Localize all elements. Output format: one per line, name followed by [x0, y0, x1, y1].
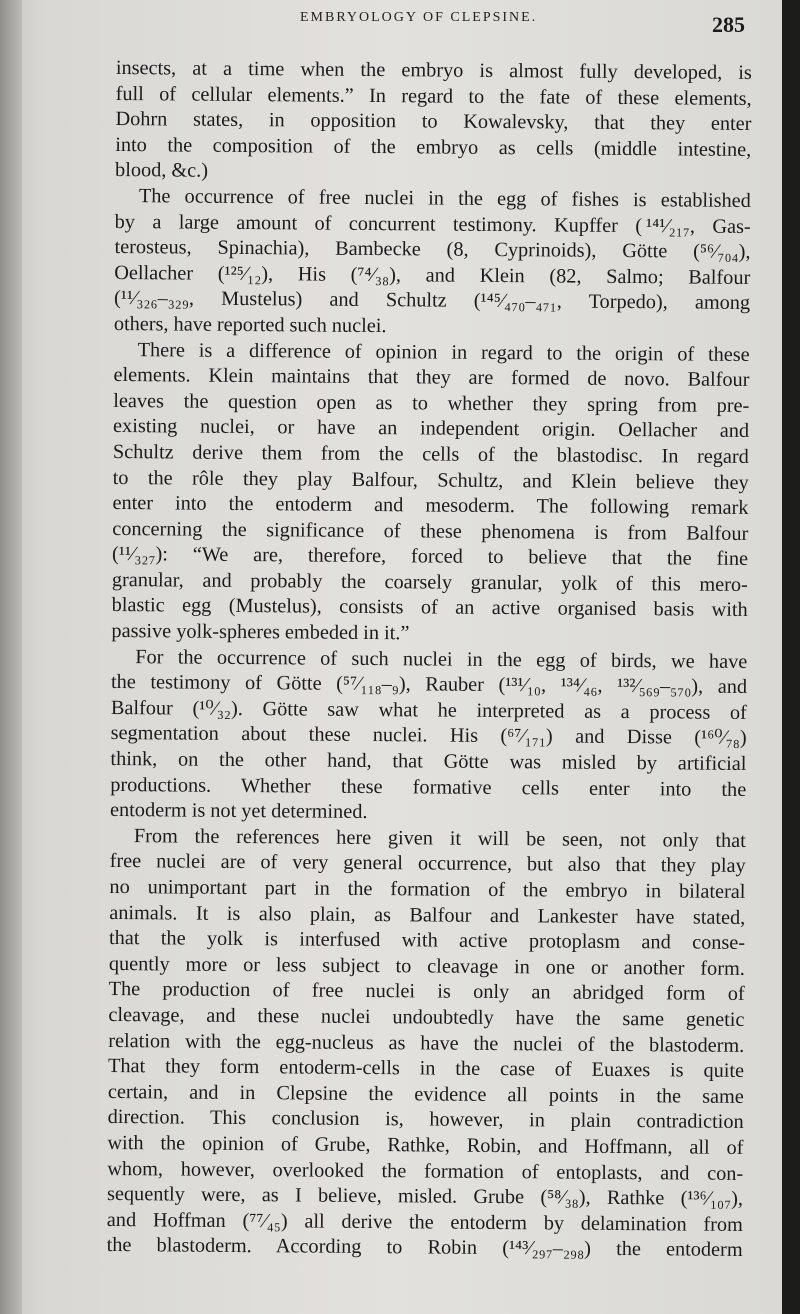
text-line: blastic egg (Mustelus), consists of an active organised basis with [111, 594, 748, 622]
text-line: leaves the question open as to whether they spring from pre- [113, 389, 750, 417]
binding-gutter [0, 0, 22, 1314]
text-line: From the references here given it will be seen, not only that [133, 824, 746, 852]
text-line: free nuclei are of very general occurrence, but also that they play [109, 850, 746, 878]
text-line: concerning the significance of these phenomena is from Balfour [112, 517, 749, 545]
text-line: no unimportant part in the formation of the embryo in bilateral [109, 875, 746, 903]
text-line: Schultz derive them from the cells of the blastodisc. In regard [112, 440, 749, 468]
text-line: That they form entoderm-cells in the case of Euaxes is quite [107, 1055, 745, 1083]
text-line: There is a difference of opinion in regard to the origin of these [137, 338, 750, 366]
text-line: to the rôle they play Balfour, Schultz, and Klein believe they [112, 466, 749, 494]
text-line: full of cellular elements.” In regard to the fate of these elements, [115, 82, 752, 110]
body-text [107, 56, 752, 1264]
text-line: enter into the entoderm and mesoderm. The following remark [112, 492, 749, 520]
text-line: segmentation about these nuclei. His (⁶⁷⁄₁₇₁) and Disse (¹⁶⁰⁄₇₈) [110, 722, 747, 750]
text-line: into the composition of the embryo as cells (middle intestine, [115, 133, 752, 161]
text-line: with the opinion of Grube, Rathke, Robin, and Hoffmann, all of [107, 1131, 744, 1159]
text-line: (¹¹⁄₃₂₇): “We are, therefore, forced to believe that the fine [112, 543, 749, 571]
running-head: EMBRYOLOGY OF CLEPSINE. [300, 10, 538, 25]
page-number: 285 [712, 12, 745, 37]
text-line: relation with the egg-nucleus as have the nuclei of the blastoderm. [108, 1029, 745, 1057]
text-line: the testimony of Götte (⁵⁷⁄₁₁₈–₉), Rauber (¹³¹⁄₁₀, ¹³⁴⁄₄₆, ¹³²⁄₅₆₉–₅₇₀), and [110, 671, 748, 699]
text-line: elements. Klein maintains that they are formed de novo. Balfour [113, 364, 750, 392]
text-line: cleavage, and these nuclei undoubtedly have the same genetic [108, 1003, 745, 1031]
text-line: Oellacher (¹²⁵⁄₁₂), His (⁷⁴⁄₃₈), and Klein (82, Salmo; Balfour [114, 261, 751, 289]
text-line: others, have reported such nuclei. [113, 312, 387, 338]
text-line: certain, and in Clepsine the evidence all points in the same [107, 1080, 744, 1108]
text-line: that the yolk is interfused with active protoplasm and conse- [108, 927, 746, 955]
text-line: granular, and probably the coarsely granular, yolk of this mero- [111, 568, 748, 596]
text-line: quently more or less subject to cleavage in one or another form. [108, 952, 745, 980]
text-line: sequently were, as I believe, misled. Grube (⁵⁸⁄₃₈), Rathke (¹³⁶⁄₁₀₇), [106, 1183, 744, 1211]
text-line: the blastoderm. According to Robin (¹⁴³⁄₂₉₇–₂₉₈) the entoderm [106, 1234, 743, 1262]
text-line: The production of free nuclei is only an abridged form of [108, 978, 745, 1006]
text-line: existing nuclei, or have an independent origin. Oellacher and [113, 415, 750, 443]
scan-edge [782, 0, 800, 1314]
text-line: Dohrn states, in opposition to Kowalevsky, that they enter [115, 108, 752, 136]
text-line: animals. It is also plain, as Balfour and Lankester have stated, [109, 901, 746, 929]
text-line: entoderm is not yet determined. [109, 799, 368, 824]
text-line: by a large amount of concurrent testimony. Kupffer ( ¹⁴¹⁄₂₁₇, Gas- [114, 210, 751, 238]
text-line: The occurrence of free nuclei in the egg of fishes is established [138, 185, 751, 212]
text-line: blood, &c.) [115, 159, 209, 183]
text-line: Balfour (¹⁰⁄₃₂). Götte saw what he interpreted as a process of [110, 696, 747, 724]
text-line: and Hoffman (⁷⁷⁄₄₅) all derive the entoderm by delamination from [106, 1208, 743, 1236]
text-line: passive yolk-spheres embeded in it.” [111, 620, 410, 645]
text-line: (¹¹⁄₃₂₆–₃₂₉, Mustelus) and Schultz (¹⁴⁵⁄₄₇₀–₄₇₁, Torpedo), among [114, 287, 751, 315]
text-line: productions. Whether these formative cells enter into the [110, 773, 747, 801]
text-line: For the occurrence of such nuclei in the egg of birds, we have [135, 645, 748, 673]
text-line: think, on the other hand, that Götte was misled by artificial [110, 748, 747, 776]
text-line: direction. This conclusion is, however, in plain contradiction [107, 1106, 744, 1134]
text-line: insects, at a time when the embryo is almost fully developed, is [115, 56, 752, 84]
text-line: whom, however, overlooked the formation of entoplasts, and con- [107, 1157, 744, 1185]
text-line: terosteus, Spinachia), Bambecke (8, Cyprinoids), Götte (⁵⁶⁄₇₀₄), [114, 236, 751, 264]
